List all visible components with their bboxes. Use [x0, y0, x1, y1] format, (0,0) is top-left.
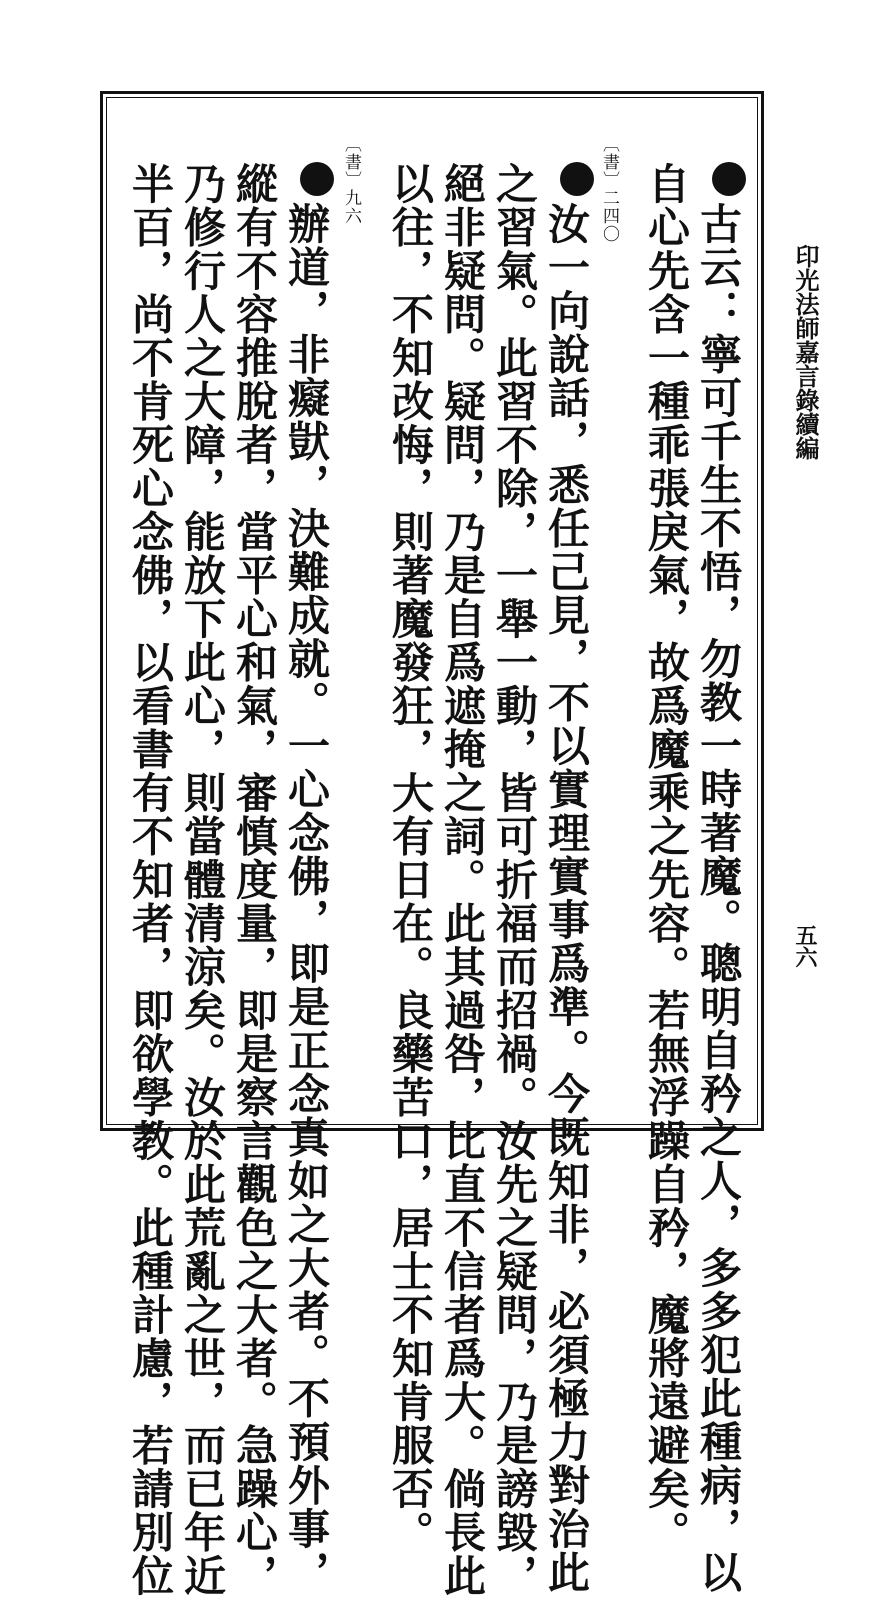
entry-biandao-line-3: 乃修行人之大障，能放下此心，則當體清涼矣。汝於此荒亂之世，而已年近: [178, 162, 227, 1598]
entry-biandao-line-2: 縱有不容推脫者，當平心和氣，審慎度量，即是察言觀色之大者。急躁心，: [230, 162, 279, 1598]
entry-biandao-line-4: 半百，尚不肯死心念佛，以看書有不知者，即欲學教。此種計慮，若請別位: [126, 162, 175, 1598]
entry-guyun-line-1: 古云：寧可千生不悟，勿教一時著魔。聰明自矜之人，多多犯此種病，以: [697, 162, 746, 1594]
bullet-icon: [300, 162, 334, 196]
entry-ru-line-3: 絕非疑問。疑問，乃是自爲遮掩之詞。此其過咎，比直不信者爲大。倘長此: [438, 162, 487, 1598]
entry-ru-line-2: 之習氣。此習不除，一舉一動，皆可折福而招禍。汝先之疑問，乃是謗毀，: [490, 162, 539, 1598]
running-title: 印光法師嘉言錄續編: [791, 244, 820, 460]
entry-guyun-line-2: 自心先含一種乖張戾氣，故爲魔乘之先容。若無浮躁自矜，魔將遠避矣。: [642, 162, 691, 1554]
source-note-guyun: 〔書〕二四〇: [599, 135, 619, 243]
bullet-icon: [560, 162, 594, 196]
entry-biandao-line-1: 辦道，非癡獃，決難成就。一心念佛，即是正念真如之大者。不預外事，: [285, 162, 334, 1594]
bullet-icon: [712, 162, 746, 196]
entry-ru-line-1: 汝一向說話，悉任己見，不以實理實事爲準。今既知非，必須極力對治此: [545, 162, 594, 1594]
entry-ru-line-4: 以往，不知改悔，則著魔發狂，大有日在。良藥苦口，居士不知肯服否。: [386, 162, 435, 1554]
page-number: 五六: [792, 924, 818, 968]
source-note-ru: 〔書〕九六: [341, 135, 361, 225]
